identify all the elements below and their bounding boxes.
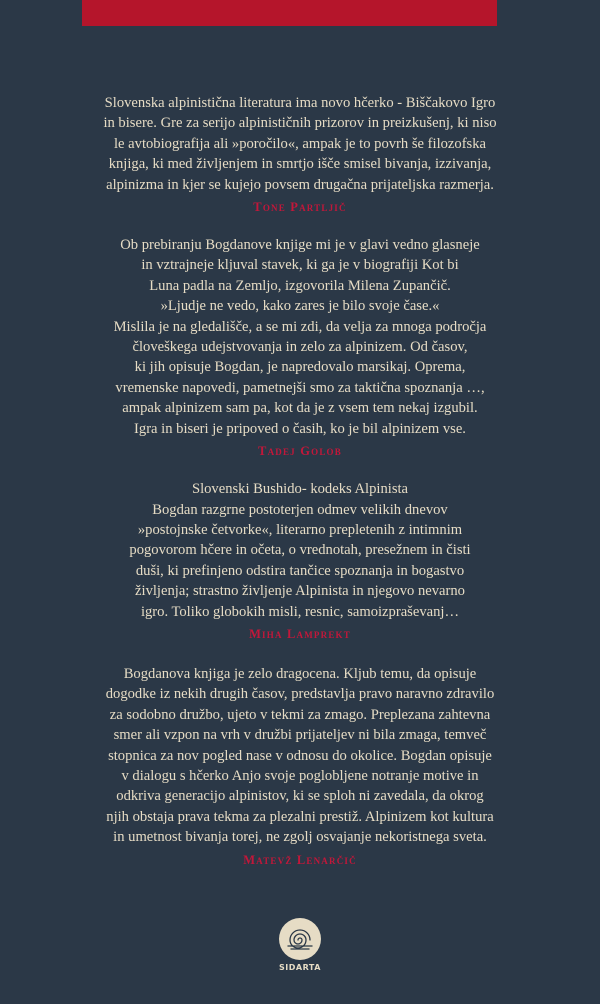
- review-line: Igra in biseri je pripoved o časih, ko je bil alpinizem vse.: [134, 420, 466, 437]
- review-line: dogodke iz nekih drugih časov, predstavlja pravo naravno zdravilo: [105, 686, 495, 703]
- review-line: in bisere. Gre za serijo alpinističnih prizorov in preizkušenj, ki niso: [103, 115, 497, 132]
- review-author: Matevž Lenarčič: [243, 852, 357, 867]
- review-author: Tone Partljič: [253, 200, 347, 215]
- review-line: njih obstaja prava tekma za plezalni prestiž. Alpinizem kot kultura: [106, 808, 494, 825]
- review-line: vremenske napovedi, pametnejši smo za taktična spoznanja …,: [115, 379, 485, 396]
- review-line: pogovorom hčere in očeta, o vrednotah, presežnem in čisti: [129, 542, 471, 559]
- review-line: življenja; strastno življenje Alpinista in njegovo nevarno: [135, 583, 465, 600]
- back-cover-text: [40, 93, 560, 870]
- review-4: [40, 664, 560, 870]
- review-line: »postojnske četvorke«, literarno prepletenih z intimnim: [137, 521, 463, 538]
- review-line: Luna padla na Zemljo, izgovorila Milena Zupančič.: [149, 277, 451, 294]
- review-line: le avtobiografija ali »poročilo«, ampak je to povrh še filozofska: [113, 135, 487, 152]
- review-line: in umetnost bivanja torej, ne zgolj osvajanje nekoristnega sveta.: [113, 829, 487, 846]
- top-red-band: [82, 0, 497, 26]
- review-1: [40, 93, 560, 217]
- review-line: Bogdan razgrne postoterjen odmev velikih dnevov: [152, 501, 448, 518]
- review-line: duši, ki prefinjeno odstira tančice spoznanja in bogastvo: [135, 562, 465, 579]
- spiral-shell-icon: [279, 918, 321, 960]
- publisher-logo: [266, 918, 334, 972]
- review-line: alpinizma in kjer se kujejo povsem drugačna prijateljska razmerja.: [106, 176, 494, 193]
- publisher-name: SIDARTA: [279, 963, 321, 972]
- review-line: Slovenski Bushido- kodeks Alpinista: [191, 481, 409, 498]
- review-line: Ob prebiranju Bogdanove knjige mi je v glavi vedno glasneje: [120, 237, 480, 254]
- review-line: stopnica za nov pogled nase v odnosu do okolice. Bogdan opisuje: [108, 747, 492, 764]
- review-author: Miha Lamprekt: [249, 626, 351, 641]
- review-line: ki jih opisuje Bogdan, je napredovalo marsikaj. Oprema,: [134, 359, 466, 376]
- review-author: Tadej Golob: [258, 444, 342, 459]
- review-line: smer ali vzpon na vrh v družbi prijateljev ni bila zmaga, temveč: [113, 727, 487, 744]
- review-line: Bogdanova knjiga je zelo dragocena. Kljub temu, da opisuje: [123, 665, 477, 682]
- review-2: [40, 235, 560, 461]
- review-line: knjiga, ki med življenjem in smrtjo išče smisel bivanja, izzivanja,: [108, 156, 492, 173]
- review-line: človeškega udejstvovanja in zelo za alpinizem. Od časov,: [132, 339, 468, 356]
- review-3: [40, 479, 560, 644]
- review-line: Slovenska alpinistična literatura ima novo hčerko - Biščakovo Igro: [104, 95, 496, 111]
- review-line: za sodobno družbo, ujeto v tekmi za zmago. Preplezana zahtevna: [109, 706, 491, 723]
- review-line: odkriva generacijo alpinistov, ki se sploh ni zavedala, da okrog: [116, 788, 484, 805]
- review-line: v dialogu s hčerko Anjo svoje poglobljene notranje motive in: [121, 767, 479, 784]
- review-line: in vztrajneje kljuval stavek, ki ga je v biografiji Kot bi: [141, 257, 459, 274]
- review-line: igro. Toliko globokih misli, resnic, samoizpraševanj…: [140, 603, 460, 620]
- review-line: »Ljudje ne vedo, kako zares je bilo svoje čase.«: [160, 298, 440, 315]
- review-line: Mislila je na gledališče, a se mi zdi, da velja za mnoga področja: [113, 318, 487, 335]
- review-line: ampak alpinizem sam pa, kot da je z vsem tem nekaj izgubil.: [122, 400, 478, 417]
